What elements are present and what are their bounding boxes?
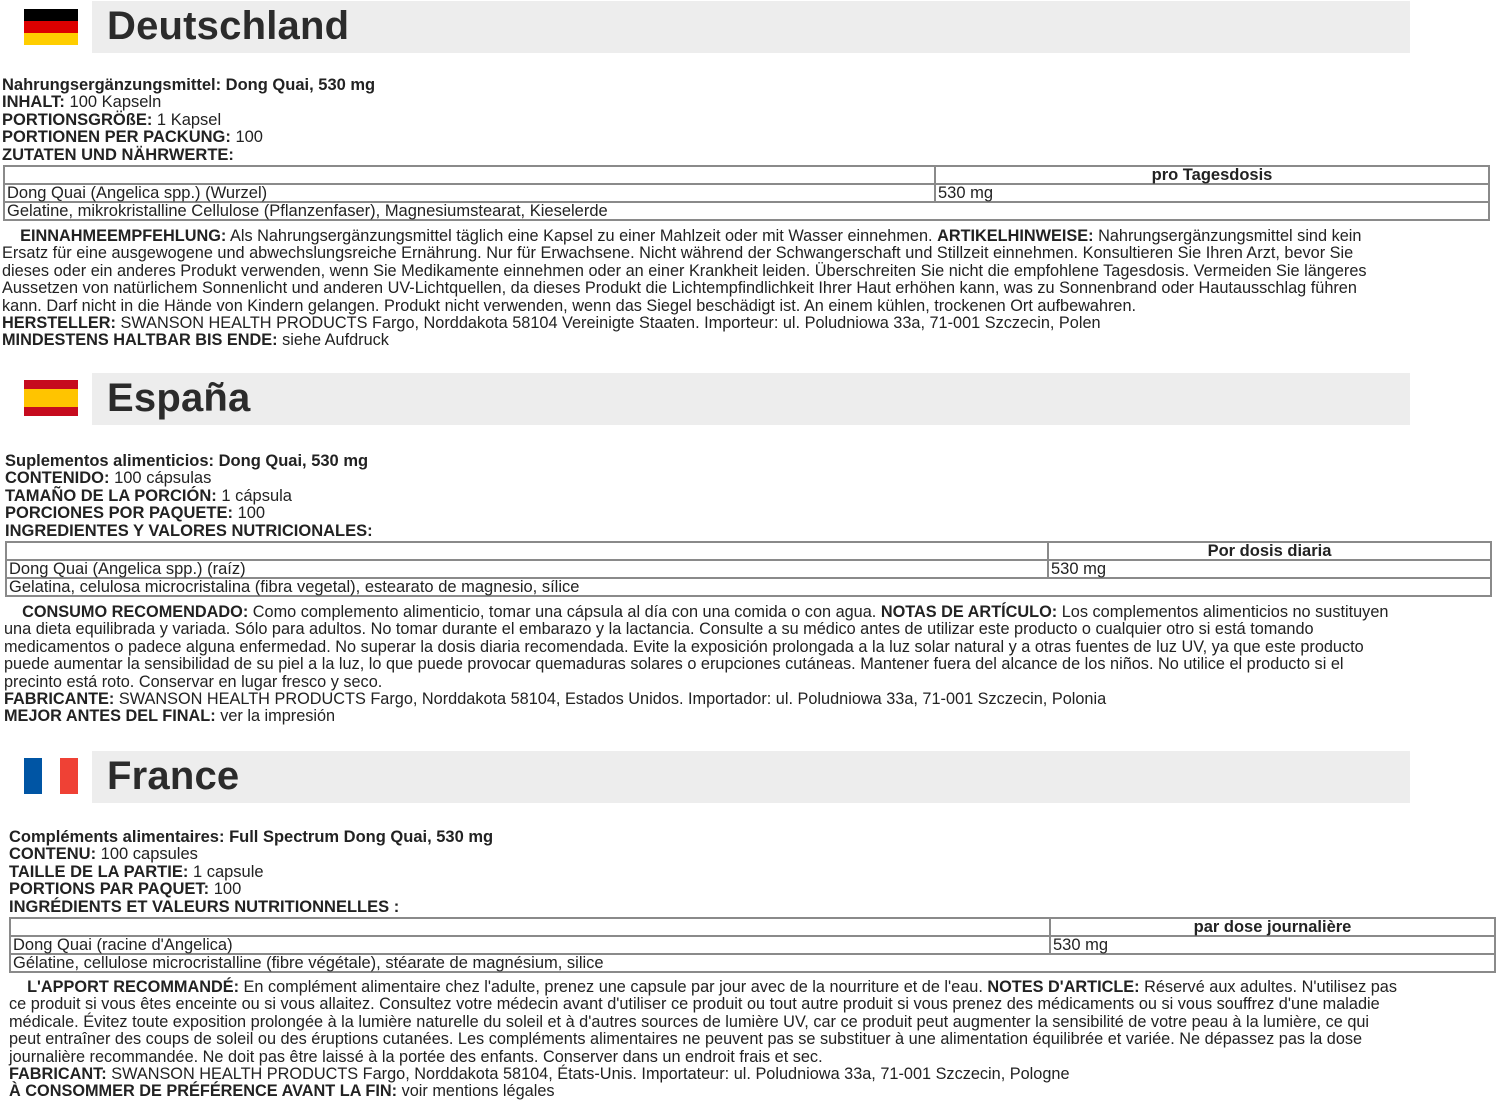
best-before-label: À CONSOMMER DE PRÉFÉRENCE AVANT LA FIN: (9, 1082, 398, 1101)
content-label: CONTENIDO: (5, 469, 110, 488)
serving-label: TAMAÑO DE LA PORCIÓN: (5, 486, 217, 505)
paragraph-line: Aussetzen von natürlichem Sonnenlicht und anderen UV-Lichtquellen, da dieses Produkt die Lichtempfindlichkeit Ihrer Haut erhöhen kann, was zu Sonnenbrand oder Hautausschlag führen (2, 279, 1357, 298)
recommendation-body: Como complemento alimenticio, tomar una cápsula al día con una comida o con agua. (248, 603, 881, 621)
table-row (4, 166, 1489, 184)
ingredient-name: Dong Quai (Angelica spp.) (Wurzel) (4, 184, 935, 202)
recommendation-text (2, 228, 1367, 350)
spain-flag-icon (24, 380, 78, 416)
serving-value: 1 cápsula (216, 486, 292, 505)
table-row (6, 578, 1491, 596)
notes-body: Réservé aux adultes. N'utilisez pas (1139, 978, 1397, 996)
notes-label: NOTAS DE ARTÍCULO: (880, 603, 1058, 621)
product-label: Nahrungsergänzungsmittel: Dong Quai, 530 mg (2, 76, 376, 94)
serving-value: 1 capsule (188, 862, 264, 881)
table-cell-empty (10, 918, 1050, 936)
nutrition-table (9, 917, 1496, 973)
recommendation-body: En complément alimentaire chez l'adulte, prenez une capsule par jour avec de la nourriture et de l'eau. (239, 978, 988, 996)
paragraph-line: ce produit si vous êtes enceinte ou si vous allaitez. Consultez votre médecin avant d'utiliser ce produit ou tout autre produit si vous prenez des médicaments ou si vous souffrez d'une maladie (9, 995, 1380, 1014)
ingredient-value: 530 mg (1050, 936, 1495, 954)
product-label: Compléments alimentaires: Full Spectrum Dong Quai, 530 mg (9, 828, 494, 846)
table-header: par dose journalière (1050, 918, 1495, 936)
section-banner (92, 1, 1410, 53)
table-cell-empty (4, 166, 935, 184)
manufacturer-text: SWANSON HEALTH PRODUCTS Fargo, Norddakota 58104 Vereinigte Staaten. Importeur: ul. Poludniowa 33a, 71-001 Szczecin, Polen (115, 314, 1101, 333)
notes-body: Los complementos alimenticios no sustituyen (1057, 603, 1389, 621)
paragraph-line: medicamentos o padece alguna enfermedad. No superar la dosis diaria recomendada. Evite la exposición prolongada a la luz solar natural y a otras fuentes de luz UV, ya que este producto (4, 637, 1364, 656)
product-info (2, 77, 375, 164)
portions-label: PORTIONS PAR PAQUET: (9, 880, 210, 899)
best-before-label: MEJOR ANTES DEL FINAL: (4, 707, 216, 726)
manufacturer-text: SWANSON HEALTH PRODUCTS Fargo, Norddakota 58104, Estados Unidos. Importador: ul. Poludniowa 33a, 71-001 Szczecin, Polonia (114, 690, 1107, 709)
manufacturer-label: FABRICANT: (9, 1065, 107, 1084)
portions-label: PORTIONEN PER PACKUNG: (2, 128, 231, 147)
content-value: 100 capsules (96, 845, 198, 864)
content-label: CONTENU: (9, 845, 97, 864)
product-label: Suplementos alimenticios: Dong Quai, 530 mg (5, 452, 369, 470)
other-ingredients: Gelatina, celulosa microcristalina (fibra vegetal), estearato de magnesio, sílice (6, 578, 1491, 596)
paragraph-line: puede aumentar la sensibilidad de su piel a la luz, lo que puede provocar quemaduras solares o erupciones cutáneas. Mantener fuera del alcance de los niños. No utilice el producto si el (4, 655, 1344, 674)
table-row (10, 936, 1495, 954)
ingredients-label: ZUTATEN UND NÄHRWERTE: (2, 145, 234, 164)
section-title: France (107, 754, 240, 798)
content-value: 100 Kapseln (64, 93, 162, 112)
manufacturer-label: FABRICANTE: (4, 690, 115, 709)
section-banner (92, 751, 1410, 803)
table-row (10, 954, 1495, 972)
section-banner (92, 373, 1410, 425)
ingredient-value: 530 mg (935, 184, 1489, 202)
table-row (6, 560, 1491, 578)
recommendation-body: Als Nahrungsergänzungsmittel täglich eine Kapsel zu einer Mahlzeit oder mit Wasser einnehmen. (226, 227, 938, 245)
section-title: Deutschland (107, 4, 350, 48)
table-row (4, 184, 1489, 202)
product-info (5, 453, 373, 540)
best-before-text: siehe Aufdruck (277, 331, 389, 350)
notes-label: NOTES D'ARTICLE: (987, 978, 1140, 996)
serving-label: TAILLE DE LA PARTIE: (9, 862, 189, 881)
manufacturer-label: HERSTELLER: (2, 314, 116, 333)
serving-value: 1 Kapsel (152, 110, 222, 129)
portions-value: 100 (232, 504, 266, 523)
content-label: INHALT: (2, 93, 65, 112)
recommendation-label: CONSUMO RECOMENDADO: (22, 603, 249, 621)
paragraph-line: Ersatz für eine ausgewogene und abwechslungsreiche Ernährung. Nur für Erwachsene. Nicht während der Schwangerschaft und Stillzeit einnehmen. Konsultieren Sie Ihren Arzt, bevor Sie (2, 244, 1354, 263)
table-row (6, 542, 1491, 560)
best-before-text: ver la impresión (215, 707, 336, 726)
portions-value: 100 (209, 880, 242, 899)
best-before-label: MINDESTENS HALTBAR BIS ENDE: (2, 331, 278, 350)
manufacturer-text: SWANSON HEALTH PRODUCTS Fargo, Norddakota 58104, États-Unis. Importateur: ul. Poludniowa 33a, 71-001 Szczecin, Pologne (106, 1065, 1070, 1084)
best-before-text: voir mentions légales (397, 1082, 555, 1101)
other-ingredients: Gélatine, cellulose microcristalline (fibre végétale), stéarate de magnésium, silice (10, 954, 1495, 972)
recommendation-text (4, 604, 1388, 726)
paragraph-line: una dieta equilibrada y variada. Sólo para adultos. No tomar durante el embarazo y la lactancia. Consulte a su médico antes de utilizar este producto o cualquier otro si está tomando (4, 620, 1314, 639)
table-row (4, 202, 1489, 220)
portions-value: 100 (230, 128, 263, 147)
paragraph-line: journalière recommandée. Ne doit pas être laissé à la portée des enfants. Conserver dans un endroit frais et sec. (9, 1047, 823, 1066)
table-header: pro Tagesdosis (935, 166, 1489, 184)
ingredients-label: INGRÉDIENTS ET VALEURS NUTRITIONNELLES : (9, 897, 400, 916)
table-cell-empty (6, 542, 1048, 560)
ingredients-label: INGREDIENTES Y VALORES NUTRICIONALES: (5, 521, 373, 540)
serving-label: PORTIONSGRÖßE: (2, 110, 153, 129)
notes-body: Nahrungsergänzungsmittel sind kein (1093, 227, 1362, 245)
section-title: España (107, 376, 251, 420)
recommendation-label: L'APPORT RECOMMANDÉ: (27, 978, 240, 996)
paragraph-line: dieses oder ein anderes Produkt verwenden, wenn Sie Medikamente einnehmen oder an einer Krankheit leiden. Überschreiten Sie nicht die empfohlene Tagesdosis. Vermeiden Sie längeres (2, 261, 1367, 280)
ingredient-value: 530 mg (1048, 560, 1491, 578)
recommendation-label: EINNAHMEEMPFEHLUNG: (20, 227, 227, 245)
paragraph-line: kann. Darf nicht in die Hände von Kindern gelangen. Produkt nicht verwenden, wenn das Siegel beschädigt ist. An einem kühlen, trockenen Ort aufbewahren. (2, 296, 1137, 315)
france-flag-icon (24, 758, 78, 794)
paragraph-line: precinto está roto. Conservar en lugar fresco y seco. (4, 672, 383, 691)
table-row (10, 918, 1495, 936)
recommendation-text (9, 979, 1397, 1101)
product-info (9, 829, 493, 916)
nutrition-table (5, 541, 1492, 597)
nutrition-table (3, 165, 1490, 221)
other-ingredients: Gelatine, mikrokristalline Cellulose (Pflanzenfaser), Magnesiumstearat, Kieselerde (4, 202, 1489, 220)
table-header: Por dosis diaria (1048, 542, 1491, 560)
content-value: 100 cápsulas (109, 469, 212, 488)
ingredient-name: Dong Quai (racine d'Angelica) (10, 936, 1050, 954)
notes-label: ARTIKELHINWEISE: (937, 227, 1094, 245)
portions-label: PORCIONES POR PAQUETE: (5, 504, 233, 523)
ingredient-name: Dong Quai (Angelica spp.) (raíz) (6, 560, 1048, 578)
paragraph-line: peut entraîner des coups de soleil ou des éruptions cutanées. Les compléments alimentaires ne peuvent pas se substituer à une alimentation équilibrée et variée. Ne dépassez pas la dose (9, 1030, 1363, 1049)
paragraph-line: médicale. Évitez toute exposition prolongée à la lumière naturelle du soleil et à d'autres sources de lumière UV, car ce produit peut augmenter la sensibilité de votre peau à la lumière, ce qui (9, 1012, 1370, 1031)
germany-flag-icon (24, 9, 78, 45)
